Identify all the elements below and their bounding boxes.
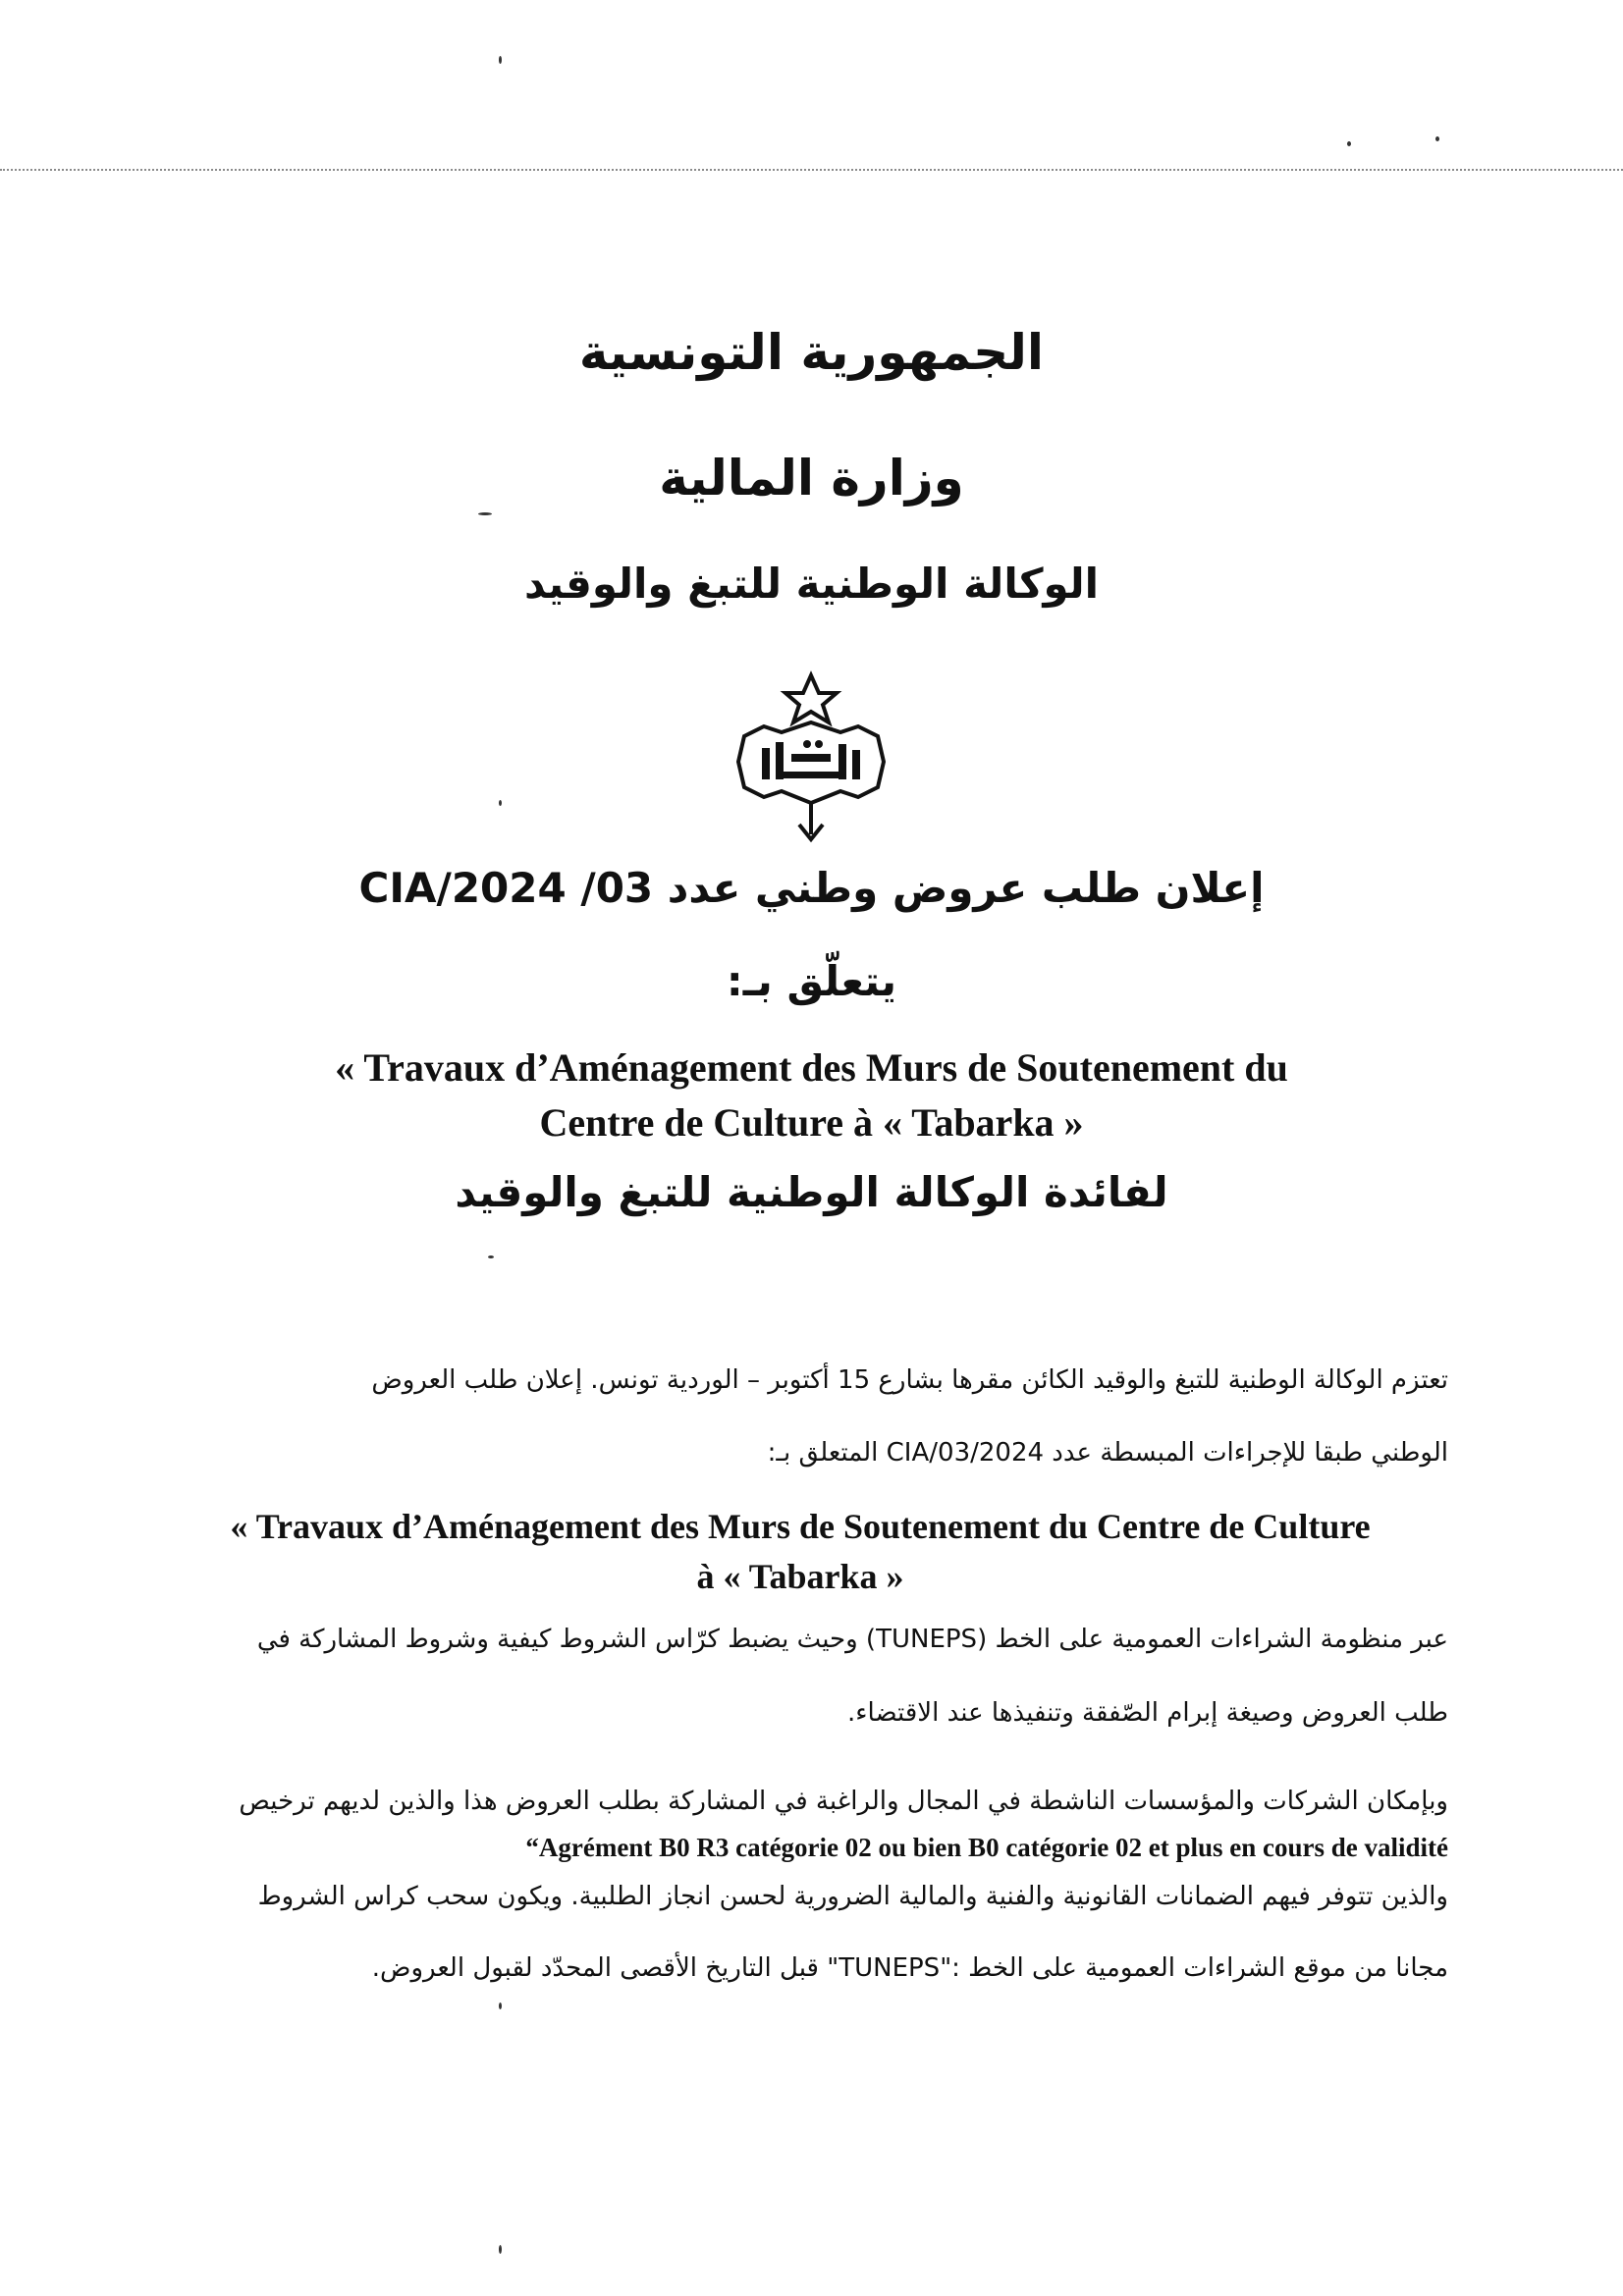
scan-speck [1435, 136, 1439, 141]
eligibility-paragraph-line-1: وبإمكان الشركات والمؤسسات الناشطة في المجال والراغبة في المشاركة بطلب العروض هذا والذين لديهم ترخيص [239, 1787, 1448, 1816]
republic-heading: الجمهورية التونسية [578, 324, 1045, 381]
project-title-line-1: « Travaux d’Aménagement des Murs de Soutenement du [335, 1045, 1288, 1090]
scan-speck [478, 512, 492, 515]
scan-speck [499, 800, 502, 806]
agrement-requirement: “Agrément B0 R3 catégorie 02 ou bien B0 catégorie 02 et plus en cours de validité [525, 1833, 1448, 1862]
project-title-line-2: Centre de Culture à « Tabarka » [539, 1100, 1084, 1145]
scan-speck [499, 2245, 502, 2254]
eligibility-paragraph-line-4: مجانا من موقع الشراءات العمومية على الخط :"TUNEPS" قبل التاريخ الأقصى المحدّد لقبول العروض. [371, 1953, 1448, 1983]
tuneps-paragraph-line-2: طلب العروض وصيغة إبرام الصّفقة وتنفيذها عند الاقتضاء. [847, 1698, 1448, 1728]
national-tobacco-agency-emblem-icon [723, 667, 899, 854]
relates-to-label: يتعلّق بـ: [726, 957, 897, 1005]
eligibility-paragraph-line-3: والذين تتوفر فيهم الضمانات القانونية والفنية والمالية الضرورية لحسن انجاز الطلبية. ويكون سحب كراس الشروط [257, 1882, 1448, 1911]
body-project-line-1: « Travaux d’Aménagement des Murs de Soutenement du Centre de Culture [230, 1507, 1371, 1546]
tender-title: إعلان طلب عروض وطني عدد 03/ 2024/CIA [358, 864, 1265, 912]
body-project-line-2: à « Tabarka » [696, 1557, 904, 1596]
beneficiary-line: لفائدة الوكالة الوطنية للتبغ والوقيد [455, 1168, 1168, 1216]
tuneps-paragraph-line-1: عبر منظومة الشراءات العمومية على الخط (TUNEPS) وحيث يضبط كرّاس الشروط كيفية وشروط المشاركة في [256, 1625, 1448, 1654]
intro-paragraph-line-2: الوطني طبقا للإجراءات المبسطة عدد 2024/CIA/03 المتعلق بـ: [767, 1438, 1448, 1468]
scan-speck [1347, 141, 1351, 146]
scan-speck [499, 56, 502, 64]
scan-dotted-line [0, 169, 1623, 171]
ministry-heading: وزارة المالية [659, 450, 964, 507]
agency-heading: الوكالة الوطنية للتبغ والوقيد [523, 560, 1100, 608]
scan-speck [499, 2002, 502, 2009]
scan-speck [488, 1255, 494, 1258]
intro-paragraph-line-1: تعتزم الوكالة الوطنية للتبغ والوقيد الكائن مقرها بشارع 15 أكتوبر – الوردية تونس. إعلان طلب العروض [371, 1365, 1448, 1395]
